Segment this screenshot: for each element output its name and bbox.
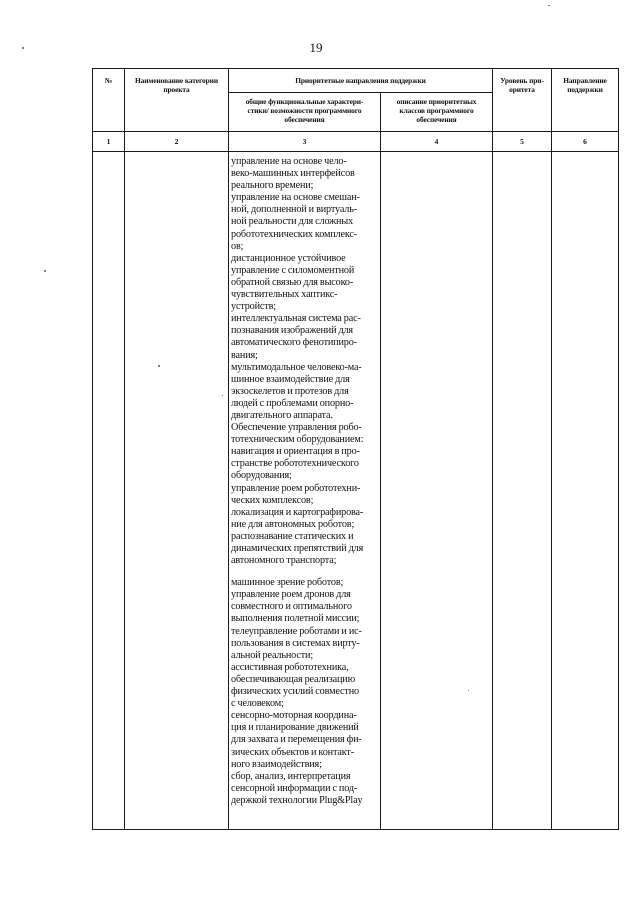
text-line: управление с силомоментной [231, 264, 355, 276]
text-line: дистанционное устойчивое [231, 252, 346, 264]
text-line: сенсорной информации с под- [231, 782, 358, 794]
text-line: для захвата и перемещения фи- [231, 734, 362, 746]
column-number-6: 6 [583, 137, 587, 146]
text-line: Обеспечение управления робо- [231, 422, 362, 434]
text-line: динамических препятствий для [231, 543, 364, 554]
text-line: двигательного аппарата. [231, 409, 333, 421]
column-number-2: 2 [174, 137, 179, 146]
text-line: ция и планирование движений [231, 722, 359, 734]
text-line: держкой технологии Plug&Play [231, 794, 363, 806]
text-line: навигация и ориентация в про- [231, 446, 360, 458]
text-line: ние для автономных роботов; [231, 518, 355, 530]
text-line: распознавание статических и [231, 530, 354, 542]
text-line: альной реальности; [231, 649, 314, 661]
table-divider-5-6 [551, 68, 552, 830]
scan-speck [468, 690, 469, 691]
header-priority-directions: Приоритетные направления поддержки [295, 76, 426, 85]
text-line: экзоскелетов и протезов для [231, 385, 349, 397]
column-number-4: 4 [434, 137, 439, 146]
header-project-category: Наименование категории проекта [135, 76, 218, 94]
table-border-top [92, 68, 619, 69]
text-line: телеуправление роботами и ис- [231, 625, 362, 637]
table-divider-2-3 [228, 68, 229, 830]
text-line: ного взаимодействия; [231, 758, 322, 770]
table-subheader-line [228, 92, 493, 93]
text-line: управление роем робототехни- [231, 482, 361, 494]
scan-speck [44, 270, 46, 272]
scan-speck [158, 365, 160, 367]
header-functional-characteristics: общие функциональные характери- стики/ возможности программного обеспечения [245, 97, 364, 124]
text-line: управление на основе смешан- [231, 192, 360, 204]
column-number-5: 5 [520, 137, 524, 146]
table-border-left [92, 68, 93, 830]
text-line: робототехнических комплекс- [231, 228, 358, 240]
text-line: пользования в системах вирту- [231, 637, 360, 649]
header-support-direction: Направление поддержки [563, 76, 607, 94]
text-line: интеллектуальная система рас- [231, 313, 361, 325]
text-line: автоматического фенотипиро- [231, 337, 357, 349]
page-number: 19 [309, 40, 323, 55]
text-line: обратной связью для высоко- [231, 276, 354, 288]
table-border-bottom [92, 829, 619, 830]
text-line: машинное зрение роботов; [231, 577, 344, 589]
text-line: физических усилий совместно [231, 686, 359, 698]
header-software-classes: описание приоритетных классов программного обеспечения [396, 97, 477, 124]
table-divider-3-4 [380, 92, 381, 830]
scan-speck [222, 395, 223, 396]
scan-speck [548, 5, 550, 6]
text-line: автономного транспорта; [231, 555, 337, 567]
text-line: выполнения полетной миссии; [231, 613, 360, 625]
text-line: чувствительных хаптикс- [231, 289, 338, 301]
text-line: ной реальности для сложных [231, 216, 353, 228]
text-line: веко-машинных интерфейсов [231, 168, 355, 180]
text-line: локализация и картографирова- [231, 506, 364, 518]
column-number-3: 3 [302, 137, 307, 146]
table-border-right [618, 68, 619, 830]
text-line: тотехническим оборудованием: [231, 434, 364, 446]
scan-speck [22, 47, 24, 49]
text-line: людей с проблемами опорно- [231, 397, 354, 409]
text-line: оборудования; [231, 470, 292, 482]
text-line: совместного и оптимального [231, 601, 352, 613]
text-line: управление роем дронов для [231, 589, 351, 601]
text-line: странстве робототехнического [231, 458, 359, 470]
text-line: познавания изображений для [231, 325, 353, 337]
text-line: управление на основе чело- [231, 156, 347, 167]
text-line: реального времени; [231, 180, 314, 192]
text-line: ной, дополненной и виртуаль- [231, 204, 357, 216]
column-number-1: 1 [106, 137, 111, 146]
text-line: вания; [231, 349, 258, 361]
text-line: устройств; [231, 301, 276, 313]
text-line: ассистивная робототехника, [231, 661, 349, 673]
table-divider-4-5 [492, 68, 493, 830]
text-line: обеспечивающая реализацию [231, 673, 356, 685]
text-line: ов; [231, 240, 244, 252]
text-line: с человеком; [231, 698, 284, 710]
header-priority-level: Уровень при- оритета [500, 76, 544, 94]
text-line: мультимодальное человеко-ма- [231, 361, 362, 373]
text-line: сенсорно-моторная координа- [231, 710, 357, 722]
table-divider-1-2 [124, 68, 125, 830]
text-line [231, 567, 379, 577]
text-line: ческих комплексов; [231, 494, 314, 506]
header-number: № [104, 76, 113, 85]
table-numbers-bottom [92, 151, 619, 152]
text-line: сбор, анализ, интерпретация [231, 770, 351, 782]
text-line: шинное взаимодействие для [231, 373, 350, 385]
table-header-bottom [92, 131, 619, 132]
functional-characteristics-text [231, 156, 379, 807]
text-line: зических объектов и контакт- [231, 746, 354, 758]
